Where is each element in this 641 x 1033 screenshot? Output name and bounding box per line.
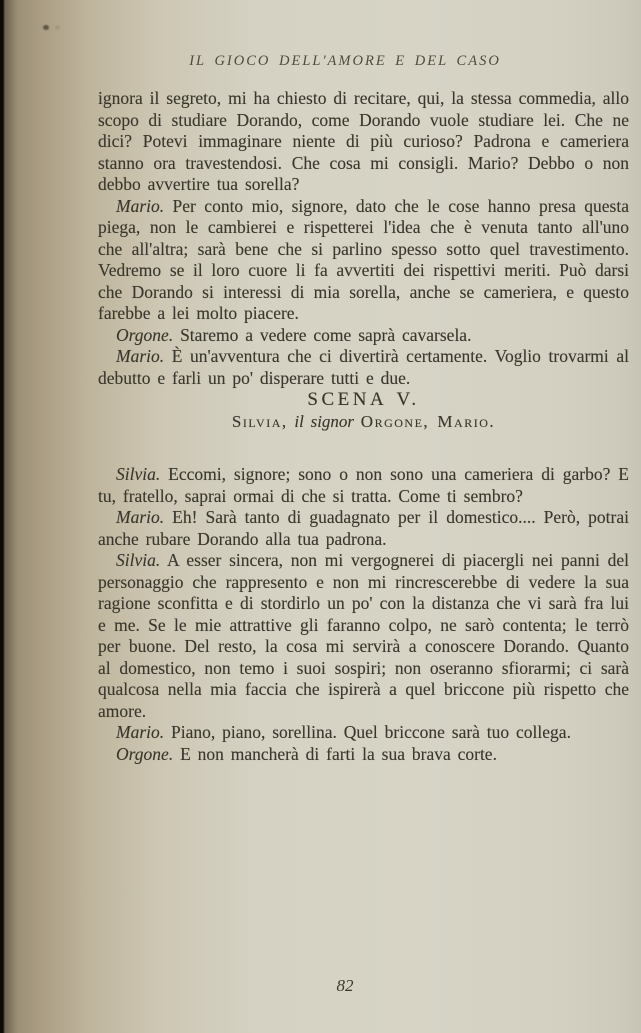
page-number: 82	[336, 976, 354, 995]
speaker-name: Orgone.	[116, 324, 174, 345]
character-name-mario: Mario.	[429, 411, 496, 431]
dialogue-paragraph	[98, 325, 629, 347]
dialogue-paragraph	[98, 507, 629, 550]
speaker-name: Mario.	[116, 346, 165, 366]
dialogue-paragraph	[98, 744, 629, 766]
speaker-name: Mario.	[116, 507, 165, 527]
speaker-name: Mario.	[116, 195, 165, 216]
dialogue-paragraph-continuation	[98, 88, 629, 196]
paragraph-text: Per conto mio, signore, dato che le cose hanno presa questa piega, non le cambierei e rispetterei l'idea che è venuta tanto all'uno che all'altra; sarà bene che si parlino spesso sotto quel travestimento. Vedremo se il loro cuore li fa avvertiti dei rispettivi meriti. Può darsi che Dorando si interessi di mia sorella, anche se cameriera, e questo farebbe a lei molto piacere.	[98, 195, 629, 323]
paper-speck-faint	[56, 26, 59, 29]
speaker-name: Orgone.	[116, 743, 174, 764]
character-connector: il signor	[287, 411, 361, 431]
paragraph-text: Eccomi, signore; sono o non sono una cameriera di garbo? E tu, fratello, saprai ormai di che si tratta. Come ti sembro?	[98, 464, 629, 506]
paragraph-text: Eh! Sarà tanto di guadagnato per il domestico.... Però, potrai anche rubare Dorando alla tua padrona.	[98, 507, 629, 549]
dialogue-paragraph	[98, 464, 629, 507]
dialogue-paragraph	[98, 346, 629, 389]
paper-speck	[43, 25, 49, 30]
dialogue-paragraph	[98, 196, 629, 325]
paragraph-text: E non mancherà di farti la sua brava corte.	[173, 743, 497, 764]
dialogue-paragraph	[98, 550, 629, 722]
paragraph-text: Piano, piano, sorellina. Quel briccone sarà tuo collega.	[164, 722, 571, 742]
speaker-name: Silvia.	[116, 550, 161, 570]
scene-heading: SCENA V.	[307, 389, 420, 410]
dialogue-paragraph	[98, 722, 629, 744]
character-name-orgone: Orgone,	[360, 411, 430, 431]
speaker-name: Mario.	[116, 722, 165, 742]
paragraph-text: È un'avventura che ci divertirà certamente. Voglio trovarmi al debutto e farli un po' disperare tutti e due.	[98, 346, 629, 388]
paragraph-text: ignora il segreto, mi ha chiesto di recitare, qui, la stessa commedia, allo scopo di studiare Dorando, come Dorando vuole studiare lei. Che ne dici? Potevi immaginare niente di più curioso? Padrona e cameriera stanno ora travestendosi. Che cosa mi consigli. Mario? Debbo o non debbo avvertire tua sorella?	[98, 88, 629, 194]
running-title: IL GIOCO DELL'AMORE E DEL CASO	[189, 53, 501, 69]
character-name-silvia: Silvia,	[231, 411, 288, 431]
speaker-name: Silvia.	[116, 464, 161, 484]
scene-characters-line	[98, 411, 629, 433]
paragraph-text: A esser sincera, non mi vergognerei di piacergli nei panni del personaggio che rappresento e non mi rincrescerebbe di vedere la sua ragione sconfitta e di stordirlo un po' con la distanza che vi sarà fra lui e me. Se le mie attrattive gli faranno colpo, ne sarò contenta; le terrò per buone. Del resto, la cosa mi servirà a conoscere Dorando. Quanto al domestico, non temo i suoi sospiri; non oseranno sfiorarmi; ci sarà qualcosa nella mia faccia che ispirerà a quel briccone più rispetto che amore.	[98, 550, 629, 721]
text-column	[98, 88, 629, 765]
paragraph-text: Staremo a vedere come saprà cavarsela.	[173, 324, 472, 345]
